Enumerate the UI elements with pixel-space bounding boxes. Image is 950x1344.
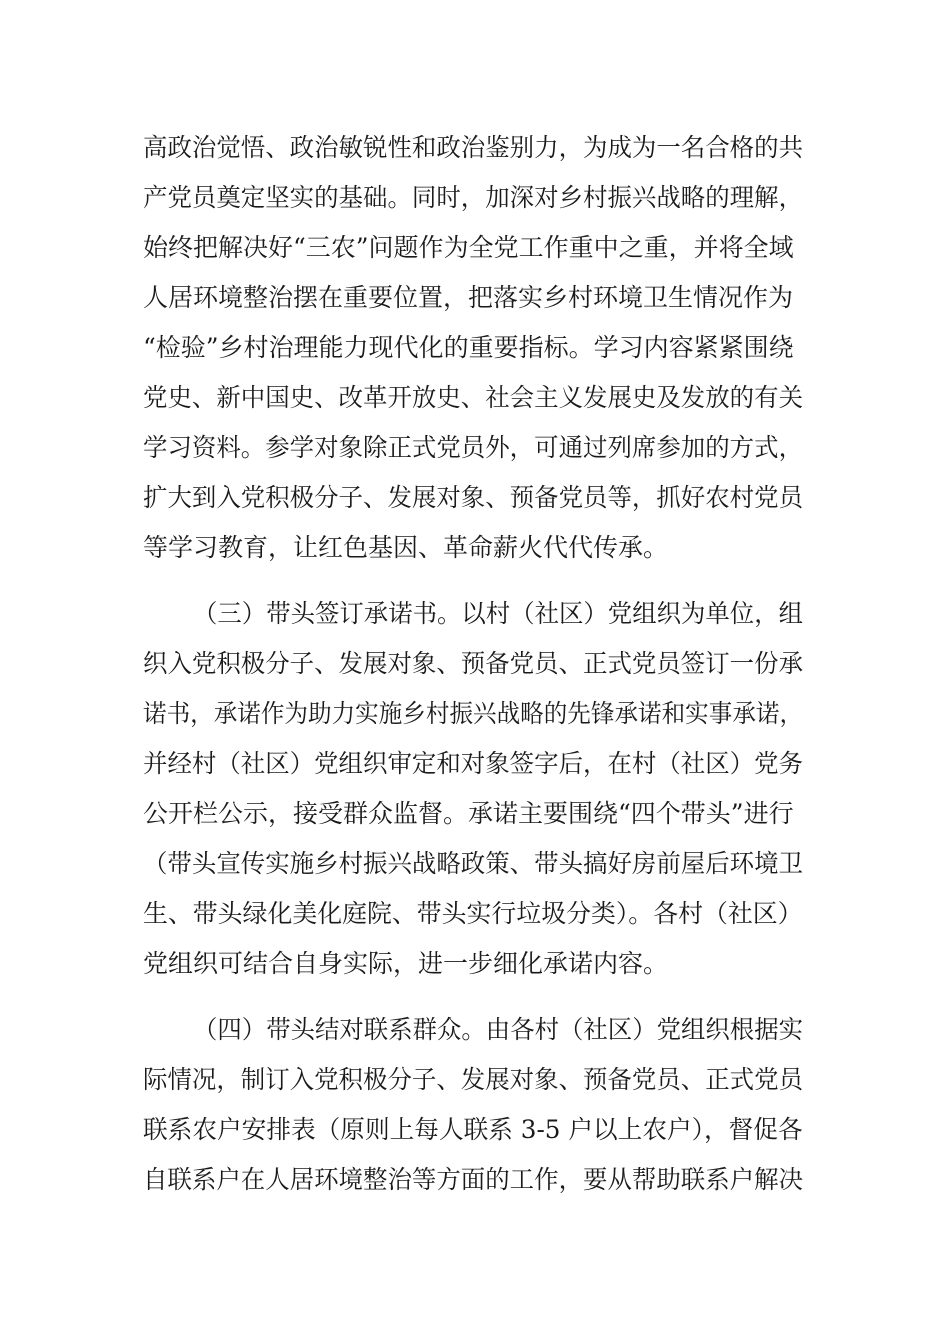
text-line: 高政治觉悟、政治敏锐性和政治鉴别力，为成为一名合格的共 bbox=[143, 133, 804, 162]
text-line: 并经村（社区）党组织审定和对象签字后，在村（社区）党务 bbox=[143, 749, 804, 778]
text-line: 学习资料。参学对象除正式党员外，可通过列席参加的方式， bbox=[143, 433, 804, 462]
text-line: 扩大到入党积极分子、发展对象、预备党员等，抓好农村党员 bbox=[143, 483, 804, 512]
text-line: 党史、新中国史、改革开放史、社会主义发展史及发放的有关 bbox=[143, 383, 804, 412]
paragraph-heading-line: （三）带头签订承诺书。以村（社区）党组织为单位，组 bbox=[193, 599, 804, 628]
text-line: 自联系户在人居环境整治等方面的工作，要从帮助联系户解决 bbox=[143, 1165, 804, 1194]
text-line: “检验”乡村治理能力现代化的重要指标。学习内容紧紧围绕 bbox=[143, 333, 794, 362]
text-line: 联系农户安排表（原则上每人联系 3-5 户以上农户），督促各 bbox=[143, 1115, 803, 1144]
text-line: （带头宣传实施乡村振兴战略政策、带头搞好房前屋后环境卫 bbox=[143, 849, 804, 878]
text-line: 织入党积极分子、发展对象、预备党员、正式党员签订一份承 bbox=[143, 649, 804, 678]
text-line: 党组织可结合自身实际，进一步细化承诺内容。 bbox=[143, 949, 669, 978]
text-line: 际情况，制订入党积极分子、发展对象、预备党员、正式党员 bbox=[143, 1065, 804, 1094]
text-line: 始终把解决好“三农”问题作为全党工作重中之重，并将全域 bbox=[143, 233, 794, 262]
text-line: 公开栏公示，接受群众监督。承诺主要围绕“四个带头”进行 bbox=[143, 799, 794, 828]
text-line: 人居环境整治摆在重要位置，把落实乡村环境卫生情况作为 bbox=[143, 283, 794, 312]
paragraph-heading-line: （四）带头结对联系群众。由各村（社区）党组织根据实 bbox=[193, 1015, 804, 1044]
text-line: 等学习教育，让红色基因、革命薪火代代传承。 bbox=[143, 533, 669, 562]
text-line: 生、带头绿化美化庭院、带头实行垃圾分类）。各村（社区） bbox=[143, 899, 803, 928]
text-line: 产党员奠定坚实的基础。同时，加深对乡村振兴战略的理解， bbox=[143, 183, 804, 212]
text-line: 诺书，承诺作为助力实施乡村振兴战略的先锋承诺和实事承诺， bbox=[143, 699, 804, 728]
